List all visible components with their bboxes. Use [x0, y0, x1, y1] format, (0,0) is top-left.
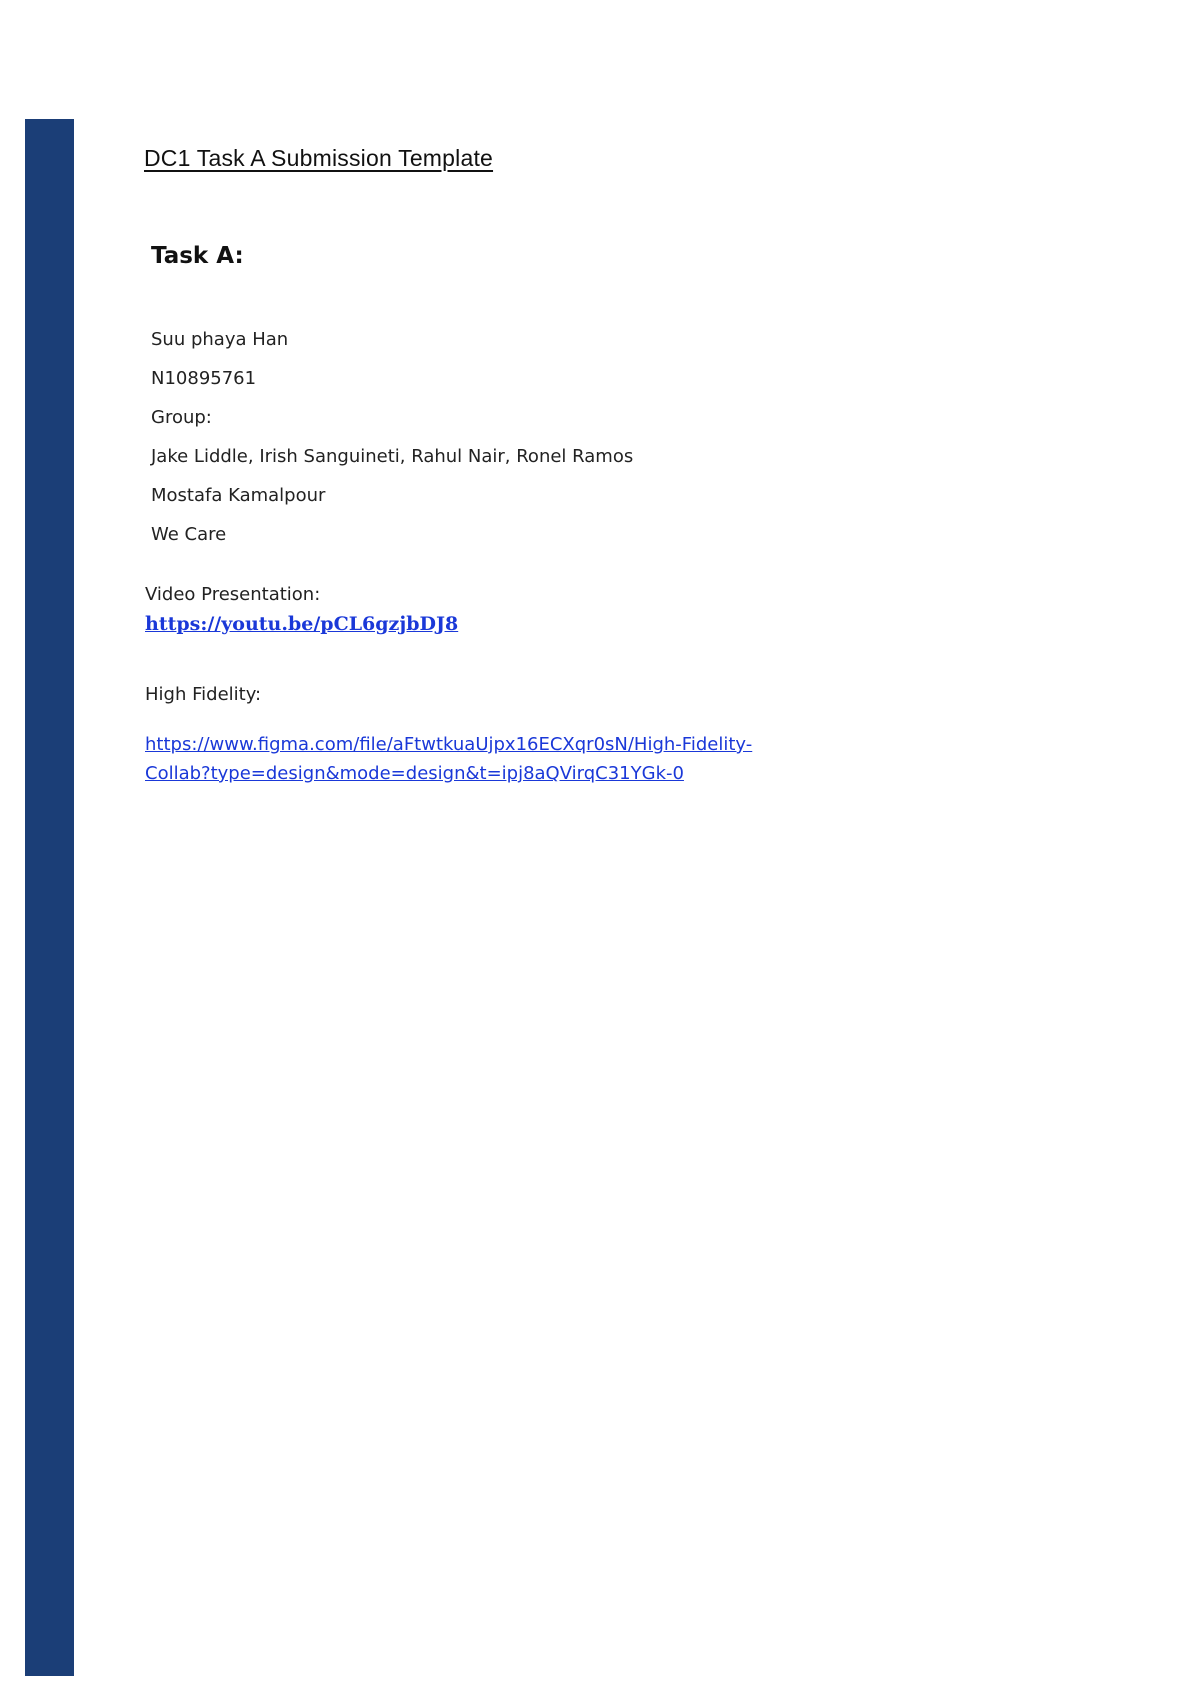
high-fidelity-label: High Fidelity:	[145, 684, 262, 705]
high-fidelity-link-line-2: Collab?type=design&mode=design&t=ipj8aQVirqC31YGk-0	[145, 763, 684, 784]
section-heading-task-a: Task A:	[151, 243, 244, 269]
student-name: Suu phaya Han	[151, 329, 289, 350]
student-info-list	[151, 320, 633, 554]
document-title: DC1 Task A Submission Template	[144, 145, 494, 171]
student-number: N10895761	[151, 368, 257, 389]
group-label: Group:	[151, 407, 212, 428]
side-accent-bar	[25, 119, 74, 1676]
group-members-continued: Mostafa Kamalpour	[151, 485, 326, 506]
high-fidelity-link[interactable]	[145, 730, 845, 788]
video-presentation-link[interactable]: https://youtu.be/pCL6gzjbDJ8	[145, 613, 459, 635]
group-name: We Care	[151, 524, 227, 545]
group-members: Jake Liddle, Irish Sanguineti, Rahul Nair, Ronel Ramos	[151, 446, 634, 467]
high-fidelity-link-line-1: https://www.figma.com/file/aFtwtkuaUjpx16ECXqr0sN/High-Fidelity-	[145, 734, 753, 755]
video-presentation-label: Video Presentation:	[145, 584, 321, 605]
